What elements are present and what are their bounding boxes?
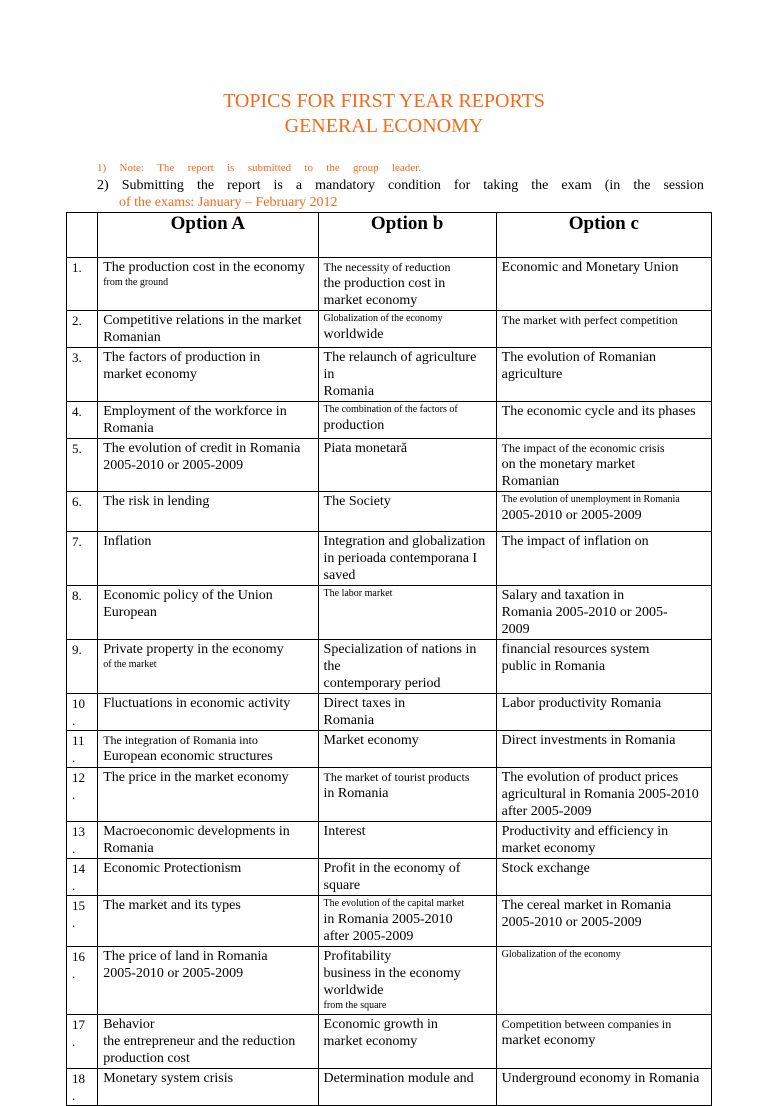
note-word: a: [295, 178, 303, 193]
note-word: 2): [97, 178, 109, 193]
note-word: (in: [604, 178, 621, 193]
cell-line: The Society: [323, 494, 391, 509]
cell-line: The impact of inflation on: [501, 534, 649, 549]
cell-line: square: [323, 878, 361, 893]
row-number-text: 18: [72, 1071, 85, 1086]
row-number: [67, 694, 98, 731]
table-row: [67, 258, 712, 311]
option-c-cell: [496, 258, 711, 311]
cell-line: The evolution of credit in Romania: [103, 441, 301, 456]
note-word: group: [353, 162, 379, 174]
option-c-cell: [496, 1015, 711, 1069]
note-word: report: [187, 162, 214, 174]
option-c-cell: [496, 1069, 711, 1106]
cell-line: The evolution of product prices: [501, 770, 679, 785]
cell-line: Interest: [323, 824, 366, 839]
cell-line: contemporary period: [323, 676, 441, 691]
cell-line: Romanian: [103, 330, 161, 345]
option-a-cell: [98, 311, 318, 348]
option-b-cell: [318, 402, 496, 439]
row-number: [67, 439, 98, 492]
note-word: Note:: [119, 162, 144, 174]
option-a-cell: [98, 859, 318, 896]
option-a-cell: [98, 402, 318, 439]
option-c-cell: [496, 439, 711, 492]
row-number-text: 2.: [72, 313, 82, 328]
option-b-cell: [318, 311, 496, 348]
note-word: 1): [97, 162, 107, 174]
row-number-text: 8.: [72, 588, 82, 603]
cell-line: Behavior: [103, 1017, 155, 1032]
row-number: [67, 1069, 98, 1106]
row-number: [67, 586, 98, 640]
note-word: Submitting: [121, 178, 184, 193]
option-c-cell: [496, 859, 711, 896]
option-b-cell: [318, 731, 496, 768]
header-option-a: Option A: [98, 213, 318, 258]
option-c-cell: [496, 402, 711, 439]
option-c-cell: [496, 586, 711, 640]
option-c-cell: [496, 532, 711, 586]
option-b-cell: [318, 1069, 496, 1106]
option-a-cell: [98, 822, 318, 859]
table-row: [67, 1069, 712, 1106]
cell-line: Economic Protectionism: [103, 861, 242, 876]
cell-line: Determination module and: [323, 1071, 474, 1086]
cell-line: the entrepreneur and the reduction: [103, 1034, 296, 1049]
cell-line: The impact of the economic crisis: [501, 441, 665, 455]
row-number-text: 3.: [72, 350, 82, 365]
option-c-cell: [496, 492, 711, 532]
option-b-cell: [318, 822, 496, 859]
cell-line: Romania: [323, 384, 375, 399]
table-row: [67, 311, 712, 348]
cell-line: The risk in lending: [103, 494, 210, 509]
cell-line: Profit in the economy of: [323, 861, 461, 876]
cell-line: The economic cycle and its phases: [501, 404, 696, 419]
note-word: report: [227, 178, 261, 193]
cell-line: market economy: [103, 367, 197, 382]
option-c-cell: [496, 640, 711, 694]
header-number-cell: [67, 213, 98, 258]
note-word: the: [633, 178, 651, 193]
cell-line: European economic structures: [103, 749, 273, 764]
cell-line: Economic and Monetary Union: [501, 260, 679, 275]
note-word: condition: [388, 178, 441, 193]
option-b-cell: [318, 859, 496, 896]
cell-line: Globalization of the economy: [323, 313, 443, 324]
row-number: [67, 896, 98, 947]
row-number-dot: .: [72, 787, 76, 802]
cell-line: 2005-2010 or 2005-2009: [103, 966, 244, 981]
cell-line: 2009: [501, 622, 530, 637]
cell-line: Productivity and efficiency in: [501, 824, 669, 839]
row-number-dot: .: [72, 713, 76, 728]
cell-line: Romanian: [501, 474, 560, 489]
table-row: [67, 859, 712, 896]
cell-line: worldwide: [323, 327, 384, 342]
cell-line: 2005-2010 or 2005-2009: [501, 915, 642, 930]
table-row: [67, 586, 712, 640]
note-word: exam: [561, 178, 592, 193]
cell-line: Romania: [323, 713, 375, 728]
cell-line: market economy: [323, 293, 418, 308]
option-a-cell: [98, 896, 318, 947]
cell-line: after 2005-2009: [323, 929, 414, 944]
option-b-cell: [318, 348, 496, 402]
cell-line: agricultural in Romania 2005-2010: [501, 787, 699, 802]
cell-line: Fluctuations in economic activity: [103, 696, 291, 711]
cell-line: The market of tourist products: [323, 770, 470, 784]
table-row: [67, 532, 712, 586]
cell-line: Inflation: [103, 534, 152, 549]
table-row: [67, 640, 712, 694]
table-row: [67, 348, 712, 402]
cell-line: market economy: [323, 1034, 418, 1049]
cell-line: The factors of production in: [103, 350, 261, 365]
cell-line: of the market: [103, 659, 157, 670]
cell-line: The evolution of Romanian agriculture: [501, 350, 656, 382]
row-number: [67, 731, 98, 768]
row-number: [67, 348, 98, 402]
row-number-text: 5.: [72, 441, 82, 456]
note-word: leader.: [391, 162, 421, 174]
option-b-cell: [318, 694, 496, 731]
cell-line: the production cost in: [323, 276, 446, 291]
cell-line: production cost: [103, 1051, 190, 1066]
cell-line: in Romania 2005-2010: [323, 912, 453, 927]
row-number-text: 12: [72, 770, 85, 785]
option-c-cell: [496, 348, 711, 402]
cell-line: The evolution of the capital market: [323, 898, 465, 909]
option-b-cell: [318, 896, 496, 947]
cell-line: Romania: [103, 421, 154, 436]
cell-line: Competition between companies in: [501, 1017, 672, 1031]
cell-line: Monetary system crisis: [103, 1071, 234, 1086]
option-a-cell: [98, 731, 318, 768]
row-number-text: 1.: [72, 260, 82, 275]
cell-line: Employment of the workforce in: [103, 404, 287, 419]
cell-line: The necessity of reduction: [323, 260, 451, 274]
option-b-cell: [318, 532, 496, 586]
table-row: [67, 492, 712, 532]
option-a-cell: [98, 1015, 318, 1069]
cell-line: Market economy: [323, 733, 419, 748]
note-2-continuation: of the exams: January – February 2012: [119, 195, 338, 210]
row-number-dot: .: [72, 1034, 76, 1049]
option-c-cell: [496, 947, 711, 1015]
cell-line: The cereal market in Romania: [501, 898, 672, 913]
cell-line: from the square: [323, 1000, 387, 1011]
cell-line: Underground economy in Romania: [501, 1071, 700, 1086]
option-a-cell: [98, 694, 318, 731]
row-number-text: 17: [72, 1017, 85, 1032]
option-b-cell: [318, 1015, 496, 1069]
option-b-cell: [318, 492, 496, 532]
cell-line: The production cost in the economy: [103, 260, 305, 275]
note-word: the: [196, 178, 215, 193]
row-number-dot: .: [72, 1088, 76, 1103]
cell-line: Globalization of the economy: [501, 949, 621, 960]
option-a-cell: [98, 492, 318, 532]
cell-line: Salary and taxation in: [501, 588, 625, 603]
row-number: [67, 947, 98, 1015]
option-c-cell: [496, 694, 711, 731]
cell-line: on the monetary market: [501, 457, 635, 472]
row-number-dot: .: [72, 750, 76, 765]
cell-line: financial resources system: [501, 642, 650, 657]
row-number: [67, 258, 98, 311]
cell-line: Competitive relations in the market: [103, 313, 302, 328]
option-b-cell: [318, 947, 496, 1015]
cell-line: Economic policy of the Union: [103, 588, 273, 603]
table-row: [67, 1015, 712, 1069]
note-word: submitted: [247, 162, 292, 174]
document-subtitle: GENERAL ECONOMY: [284, 115, 484, 137]
row-number: [67, 822, 98, 859]
row-number-dot: .: [72, 878, 76, 893]
cell-line: production: [323, 418, 385, 433]
cell-line: after 2005-2009: [501, 804, 592, 819]
row-number-dot: .: [72, 966, 76, 981]
option-c-cell: [496, 896, 711, 947]
option-a-cell: [98, 439, 318, 492]
option-b-cell: [318, 439, 496, 492]
cell-line: Piata monetară: [323, 441, 408, 456]
row-number-text: 14: [72, 861, 85, 876]
option-a-cell: [98, 348, 318, 402]
note-word: to: [304, 162, 313, 174]
row-number: [67, 492, 98, 532]
cell-line: in perioada contemporana I saved: [323, 551, 478, 583]
row-number-text: 4.: [72, 404, 82, 419]
option-c-cell: [496, 731, 711, 768]
header-option-c: Option c: [496, 213, 711, 258]
option-b-cell: [318, 768, 496, 822]
row-number-text: 6.: [72, 494, 82, 509]
note-word: the: [531, 178, 549, 193]
row-number: [67, 402, 98, 439]
option-a-cell: [98, 258, 318, 311]
cell-line: Direct investments in Romania: [501, 733, 676, 748]
cell-line: from the ground: [103, 277, 169, 288]
table-row: [67, 731, 712, 768]
option-b-cell: [318, 258, 496, 311]
row-number-text: 15: [72, 898, 85, 913]
cell-line: Integration and globalization: [323, 534, 486, 549]
row-number-text: 11: [72, 733, 85, 748]
note-word: the: [326, 162, 340, 174]
cell-line: The market with perfect competition: [501, 313, 678, 327]
note-word: taking: [483, 178, 519, 193]
cell-line: Romania: [103, 841, 154, 856]
note-word: is: [227, 162, 235, 174]
option-a-cell: [98, 640, 318, 694]
cell-line: 2005-2010 or 2005-2009: [501, 508, 642, 523]
cell-line: Economic growth in: [323, 1017, 438, 1032]
option-a-cell: [98, 947, 318, 1015]
table-row: [67, 402, 712, 439]
row-number-text: 13: [72, 824, 85, 839]
note-1: [97, 162, 421, 174]
cell-line: business in the economy worldwide: [323, 966, 461, 998]
table-row: [67, 947, 712, 1015]
cell-line: Stock exchange: [501, 861, 590, 876]
cell-line: market economy: [501, 1033, 596, 1048]
cell-line: The price in the market economy: [103, 770, 289, 785]
row-number: [67, 859, 98, 896]
note-word: for: [453, 178, 471, 193]
table-header-row: [67, 213, 712, 258]
cell-line: The evolution of unemployment in Romania: [501, 494, 680, 505]
cell-line: public in Romania: [501, 659, 606, 674]
note-word: session: [663, 178, 704, 193]
note-word: is: [273, 178, 283, 193]
table-row: [67, 694, 712, 731]
cell-line: Romania 2005-2010 or 2005-: [501, 605, 668, 620]
cell-line: Labor productivity Romania: [501, 696, 662, 711]
cell-line: The integration of Romania into: [103, 733, 258, 747]
cell-line: Specialization of nations in the: [323, 642, 477, 674]
row-number: [67, 532, 98, 586]
cell-line: European: [103, 605, 157, 620]
row-number-text: 9.: [72, 642, 82, 657]
cell-line: in Romania: [323, 786, 389, 801]
option-b-cell: [318, 640, 496, 694]
note-2: [97, 178, 704, 194]
cell-line: Private property in the economy: [103, 642, 284, 657]
row-number: [67, 1015, 98, 1069]
table-body: [67, 258, 712, 1106]
row-number-dot: .: [72, 841, 76, 856]
cell-line: The relaunch of agriculture in: [323, 350, 477, 382]
cell-line: The price of land in Romania: [103, 949, 268, 964]
row-number: [67, 768, 98, 822]
row-number: [67, 640, 98, 694]
cell-line: 2005-2010 or 2005-2009: [103, 458, 244, 473]
header-option-b: Option b: [318, 213, 496, 258]
cell-line: The market and its types: [103, 898, 241, 913]
cell-line: Profitability: [323, 949, 392, 964]
row-number-dot: .: [72, 915, 76, 930]
note-word: The: [157, 162, 175, 174]
option-a-cell: [98, 586, 318, 640]
table-row: [67, 896, 712, 947]
row-number-text: 16: [72, 949, 85, 964]
option-a-cell: [98, 1069, 318, 1106]
topics-table: [66, 212, 712, 1106]
option-c-cell: [496, 311, 711, 348]
table-row: [67, 439, 712, 492]
option-b-cell: [318, 586, 496, 640]
option-a-cell: [98, 768, 318, 822]
cell-line: Macroeconomic developments in: [103, 824, 290, 839]
table-row: [67, 822, 712, 859]
row-number-text: 7.: [72, 534, 82, 549]
row-number-text: 10: [72, 696, 85, 711]
option-c-cell: [496, 822, 711, 859]
document-title: TOPICS FOR FIRST YEAR REPORTS: [223, 90, 545, 112]
note-word: mandatory: [315, 178, 375, 193]
cell-line: Direct taxes in: [323, 696, 406, 711]
option-c-cell: [496, 768, 711, 822]
cell-line: The combination of the factors of: [323, 404, 458, 415]
cell-line: market economy: [501, 841, 596, 856]
row-number: [67, 311, 98, 348]
cell-line: The labor market: [323, 588, 393, 599]
option-a-cell: [98, 532, 318, 586]
table-row: [67, 768, 712, 822]
